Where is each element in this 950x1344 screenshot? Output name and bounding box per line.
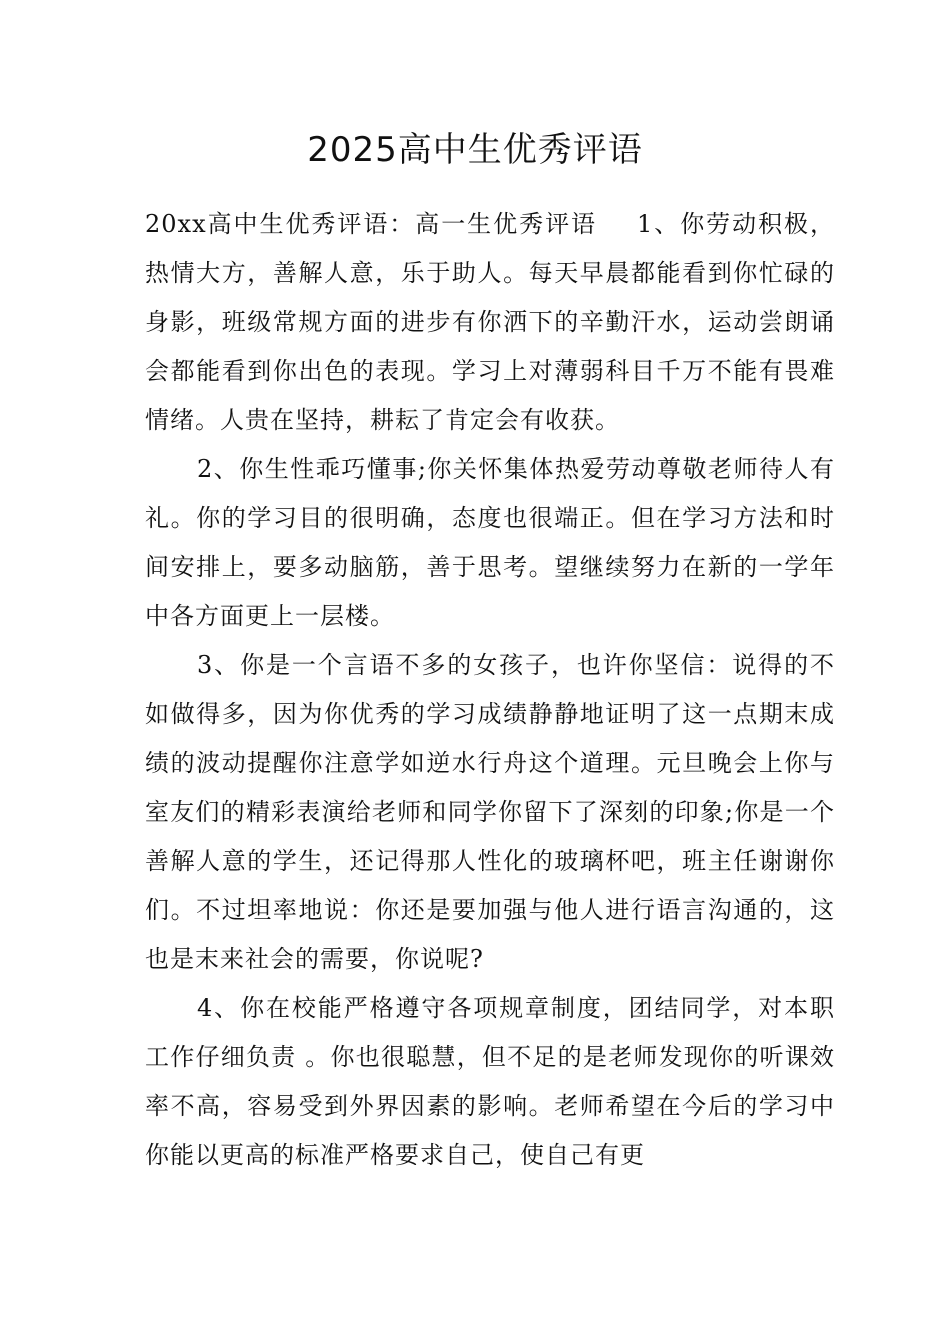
comment-paragraph-1: 1、你劳动积极，热情大方，善解人意，乐于助人。每天早晨都能看到你忙碌的身影，班级常规方面的进步有你洒下的辛勤汗水，运动尝朗诵会都能看到你出色的表现。学习上对薄弱科目千万不能有畏难情绪。人贵在坚持，耕耘了肯定会有收获。 [145,210,835,434]
comment-paragraph-2: 2、你生性乖巧懂事;你关怀集体热爱劳动尊敬老师待人有礼。你的学习目的很明确，态度也很端正。但在学习方法和时间安排上，要多动脑筋，善于思考。望继续努力在新的一学年中各方面更上一层楼。 [145,455,835,630]
comment-paragraph-3: 3、你是一个言语不多的女孩子，也许你坚信：说得的不如做得多，因为你优秀的学习成绩静静地证明了这一点期末成绩的波动提醒你注意学如逆水行舟这个道理。元旦晚会上你与室友们的精彩表演给老师和同学你留下了深刻的印象;你是一个善解人意的学生，还记得那人性化的玻璃杯吧，班主任谢谢你们。不过坦率地说：你还是要加强与他人进行语言沟通的，这也是末来社会的需要，你说呢? [145,651,835,973]
intro-paragraph [145,200,835,445]
document-title: 2025高中生优秀评语 [307,130,643,170]
comment-paragraph-4: 4、你在校能严格遵守各项规章制度，团结同学，对本职工作仔细负责 。你也很聪慧，但不足的是老师发现你的听课效率不高，容易受到外界因素的影响。老师希望在今后的学习中你能以更高的标准严格要求自己，使自己有更 [145,994,835,1169]
document-body [145,200,835,1180]
intro-heading: 20xx高中生优秀评语：高一生优秀评语 [145,210,597,238]
